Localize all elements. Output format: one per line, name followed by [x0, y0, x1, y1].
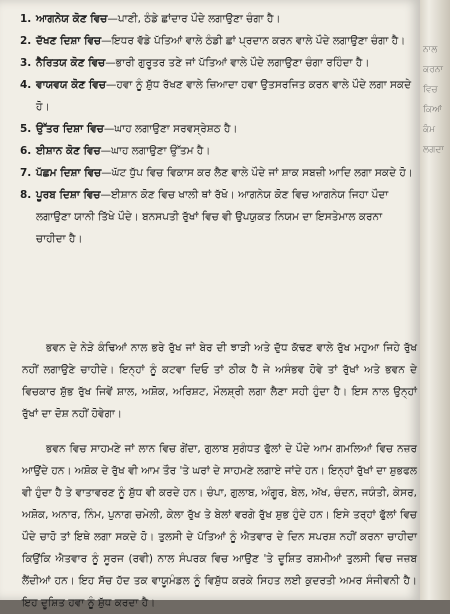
item-number: 8. [20, 189, 32, 201]
body-paragraph: ਭਵਨ ਵਿਚ ਸਾਹਮਣੇ ਜਾਂ ਲਾਨ ਵਿਚ ਗੇਂਦਾ, ਗੁਲਾਬ ਸੁਗੰਧਤ ਫੁੱਲਾਂ ਦੇ ਪੌਦੇ ਆਮ ਗਮਲਿਆਂ ਵਿਚ ਨਜ਼ਰ ਆਉਂਦੇ ਹਨ। ਅਸ਼ੋਕ ਦੇ ਰੁੱਖ ਵੀ ਆਮ ਤੌਰ 'ਤੇ ਘਰਾਂ ਦੇ ਸਾਹਮਣੇ ਲਗਾਏ ਜਾਂਦੇ ਹਨ। ਇਨ੍ਹਾਂ ਰੁੱਖਾਂ ਦਾ ਸ਼ੁਭਫਲ ਵੀ ਹੁੰਦਾ ਹੈ ਤੇ ਵਾਤਾਵਰਣ ਨੂੰ ਸ਼ੁੱਧ ਵੀ ਕਰਦੇ ਹਨ। ਚੰਪਾ, ਗੁਲਾਬ, ਅੰਗੂਰ, ਬੇਲ, ਅੱਖ, ਚੰਦਨ, ਜਯੰਤੀ, ਕੇਸਰ, ਅਸ਼ੋਕ, ਅਨਾਰ, ਨਿੰਮ, ਪੁਨਾਗ ਚਮੇਲੀ, ਕੇਲਾ ਰੁੱਖ ਤੇ ਬੇਲਾਂ ਵਰਗੇ ਰੁੱਖ ਸ਼ੁਭ ਹੁੰਦੇ ਹਨ। ਇਸੇ ਤਰ੍ਹਾਂ ਫੁੱਲਾਂ ਵਿਚ ਪੌਦੇ ਚਾਹੋ ਤਾਂ ਇਥੇ ਲਗਾ ਸਕਦੇ ਹੋ। ਤੁਲਸੀ ਦੇ ਪੱਤਿਆਂ ਨੂੰ ਐਤਵਾਰ ਦੇ ਦਿਨ ਸਪਰਸ਼ ਨਹੀਂ ਕਰਨਾ ਚਾਹੀਦਾ ਕਿਉਂਕਿ ਐਤਵਾਰ ਨੂੰ ਸੂਰਜ (ਰਵੀ) ਨਾਲ ਸੰਪਰਕ ਵਿਚ ਆਉਣ 'ਤੇ ਦੂਸ਼ਿਤ ਰਸ਼ਮੀਆਂ ਤੁਲਸੀ ਵਿਚ ਜਜ਼ਬ ਲੈਂਦੀਆਂ ਹਨ। ਇਹ ਸੱਚ ਹੱਦ ਤਕ ਵਾਯੂਮੰਡਲ ਨੂੰ ਵਿਸ਼ੁੱਧ ਕਰਕੇ ਸਿਹਤ ਲਈ ਕੁਦਰਤੀ ਅਮਰ ਸੰਜੀਵਨੀ ਹੈ। ਇਹ ਦੂਸ਼ਿਤ ਹਵਾ ਨੂੰ ਸ਼ੁੱਧ ਕਰਦਾ ਹੈ। [22, 443, 417, 609]
item-heading: ਈਸ਼ਾਨ ਕੋਣ ਵਿਚ [36, 145, 101, 157]
item-number: 7. [20, 167, 32, 179]
item-number: 3. [20, 57, 32, 69]
item-heading: ਦੱਖਣ ਦਿਸ਼ਾ ਵਿਚ [36, 35, 102, 47]
item-text: —ਭਾਰੀ ਗੁਰੂਤਰ ਤਣੇ ਜਾਂ ਪੱਤਿਆਂ ਵਾਲੇ ਪੌਦੇ ਲਗਾਉਣਾ ਚੰਗਾ ਰਹਿੰਦਾ ਹੈ। [105, 57, 370, 69]
body-paragraph: ਭਵਨ ਦੇ ਨੇੜੇ ਕੰਢਿਆਂ ਨਾਲ ਭਰੇ ਰੁੱਖ ਜਾਂ ਬੇਰ ਦੀ ਝਾੜੀ ਅਤੇ ਦੁੱਧ ਕੱਢਣ ਵਾਲੇ ਰੁੱਖ ਮਹੁਆ ਜਿਹੇ ਰੁੱਖ ਨਹੀਂ ਲਗਾਉਣੇ ਚਾਹੀਦੇ। ਇਨ੍ਹਾਂ ਨੂੰ ਕਟਵਾ ਦਿਓ ਤਾਂ ਠੀਕ ਹੈ ਜੇ ਅਸੰਭਵ ਹੋਵੇ ਤਾਂ ਰੁੱਖਾਂ ਅਤੇ ਭਵਨ ਦੇ ਵਿਚਕਾਰ ਸ਼ੁੱਭ ਰੁੱਖ ਜਿਵੇਂ ਸ਼ਾਲ, ਅਸ਼ੋਕ, ਅਰਿਸ਼ਟ, ਮੌਲਸ਼੍ਰੀ ਲਗਾ ਲੈਣਾ ਸਹੀ ਹੁੰਦਾ ਹੈ। ਇਸ ਨਾਲ ਉਨ੍ਹਾਂ ਰੁੱਖਾਂ ਦਾ ਦੋਸ਼ ਨਹੀਂ ਹੋਵੇਗਾ। [22, 342, 417, 420]
adjacent-page-edge [420, 0, 450, 600]
item-text: —ਪਾਣੀ, ਠੰਡੇ ਛਾਂਦਾਰ ਪੌਦੇ ਲਗਾਉਣਾ ਚੰਗਾ ਹੈ। [107, 13, 281, 25]
list-item [20, 118, 415, 140]
item-text: —ਹਵਾ ਨੂੰ ਸ਼ੁੱਧ ਰੱਖਣ ਵਾਲੇ ਜ਼ਿਆਦਾ ਹਵਾ ਉਤਸਰਜਿਤ ਕਰਨ ਵਾਲੇ ਪੌਦੇ ਲਗਾ ਸਕਦੇ ਹੋ। [36, 79, 412, 113]
item-number: 1. [20, 13, 32, 25]
list-item [20, 162, 415, 184]
planting-directions-list [20, 8, 415, 250]
item-text: —ਇਧਰ ਵੱਡੇ ਪੱਤਿਆਂ ਵਾਲੇ ਠੰਡੀ ਛਾਂ ਪ੍ਰਦਾਨ ਕਰਨ ਵਾਲੇ ਪੌਦੇ ਲਗਾਉਣਾ ਚੰਗਾ ਹੈ। [101, 35, 406, 47]
item-text: —ਈਸ਼ਾਨ ਕੋਣ ਵਿਚ ਖਾਲੀ ਥਾਂ ਰੱਖੋ। ਆਗਨੇਯ ਕੋਣ ਵਿਚ ਆਗਨੇਯ ਜਿਹਾ ਪੌਦਾ ਲਗਾਉਣਾ ਯਾਨੀ ਤਿੱਖੇ ਪੌਦੇ। ਬਨਸਪਤੀ ਰੁੱਖਾਂ ਵਿਚ ਵੀ ਉਪਯੁਕਤ ਨਿਯਮ ਦਾ ਇਸਤੇਮਾਲ ਕਰਨਾ ਚਾਹੀਦਾ ਹੈ। [36, 189, 389, 245]
item-text: —ਘਾਹ ਲਗਾਉਣਾ ਸਰਵਸ੍ਰੇਸ਼ਠ ਹੈ। [103, 123, 238, 135]
item-heading: ਨੈਰਿਤਯ ਕੋਣ ਵਿਚ [36, 57, 106, 69]
item-number: 6. [20, 145, 32, 157]
item-number: 5. [20, 123, 32, 135]
item-text: —ਘਾਹ ਲਗਾਉਣਾ ਉੱਤਮ ਹੈ। [100, 145, 211, 157]
item-number: 4. [20, 79, 32, 91]
item-heading: ਵਾਯਵਯ ਕੋਣ ਵਿਚ [36, 79, 106, 91]
list-item [20, 74, 415, 118]
item-text: —ਘੱਟ ਧੁੱਪ ਵਿਚ ਵਿਕਾਸ ਕਰ ਲੈਣ ਵਾਲੇ ਪੌਦੇ ਜਾਂ ਸ਼ਾਕ ਸਬਜ਼ੀ ਆਦਿ ਲਗਾ ਸਕਦੇ ਹੋ। [101, 167, 413, 179]
item-heading: ਆਗਨੇਯ ਕੋਣ ਵਿਚ [36, 13, 108, 25]
item-heading: ਉੱਤਰ ਦਿਸ਼ਾ ਵਿਚ [36, 123, 104, 135]
item-heading: ਪੱਛਮ ਦਿਸ਼ਾ ਵਿਚ [36, 167, 102, 179]
list-item [20, 8, 415, 30]
list-item [20, 140, 415, 162]
list-item [20, 30, 415, 52]
adjacent-page-text: ਨਾਲ ਕਰਨਾ ਵਿਚ ਕਿਆਂ ਕੰਮ ਲਗਦਾ [423, 45, 444, 155]
item-heading: ਪੂਰਬ ਦਿਸ਼ਾ ਵਿਚ [36, 189, 101, 201]
list-item [20, 52, 415, 74]
item-number: 2. [20, 35, 32, 47]
list-item [20, 184, 415, 250]
